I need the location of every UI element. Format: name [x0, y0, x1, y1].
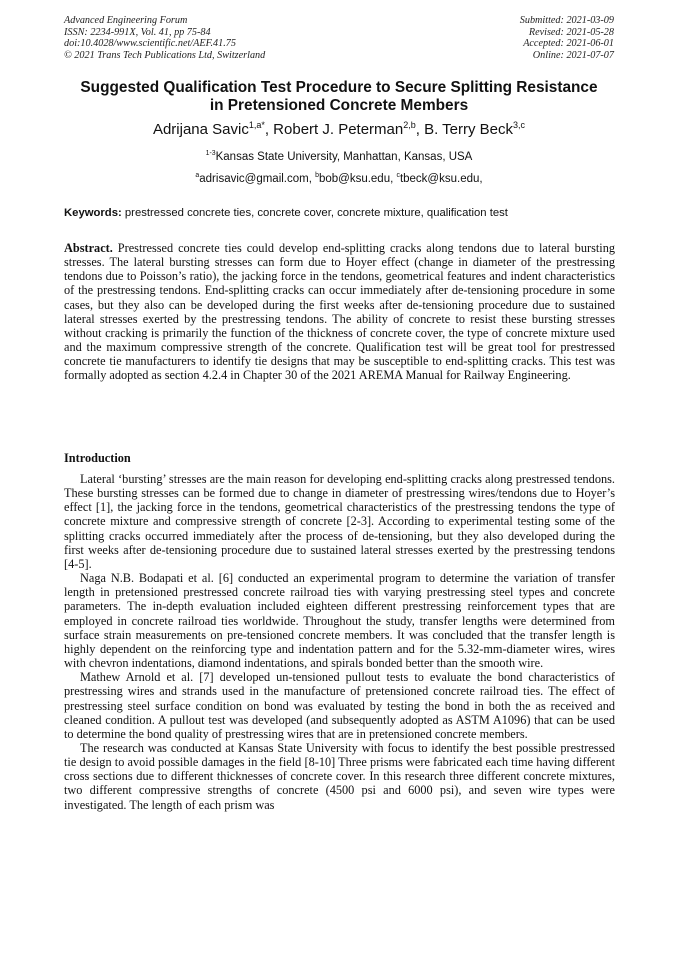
intro-paragraph-2: Naga N.B. Bodapati et al. [6] conducted an experimental program to determine the variation of transfer length in pretensioned prestressed concrete railroad ties with varying prestressing steel types and concrete parameters. The in-depth evaluation included eighteen different prestressing reinforcement types that are employed in concrete railroad ties worldwide. Throughout the study, transfer lengths were determined from surface strain measurements on pre-tensioned concrete members. It was concluded that the transfer length is highly dependent on the reinforcing type and indentation pattern and for the 5.32-mm-diameter wires, wires with chevron indentations, diamond indentations, and spirals bonded better than the smooth wire.: [64, 571, 615, 671]
paper-title: [40, 79, 638, 114]
keywords-text: prestressed concrete ties, concrete cover, concrete mixture, qualification test: [121, 207, 508, 219]
date-submitted: Submitted: 2021-03-09: [519, 15, 614, 26]
author-2: , Robert J. Peterman: [264, 121, 404, 138]
introduction-body: [64, 472, 615, 812]
author-list: [40, 121, 638, 139]
title-line-1: Suggested Qualification Test Procedure to Secure Splitting Resistance: [80, 79, 598, 96]
author-3: , B. Terry Beck: [415, 121, 514, 138]
affiliation-marker: 1-3: [205, 150, 216, 158]
abstract: [64, 241, 615, 383]
intro-paragraph-1: Lateral ‘bursting’ stresses are the main reason for developing end-splitting cracks along prestressed tendons. These bursting stresses can be formed due to change in diameter of prestressing wires/tendons due to Hoyer’s effect [1], the jacking force in the tendons, geometrical characteristics of the prestressing tendons the type of concrete mixture and compressive strength of concrete [2-3]. According to experimental testing some of the splitting cracks occurred immediately after the process of de-tensioning, but they also developed during the first weeks after de-tensioning procedure due to sustained lateral stresses exerted by the prestressing tendons [4-5].: [64, 472, 615, 571]
email-a[interactable]: adrisavic@gmail.com,: [199, 173, 316, 185]
date-accepted: Accepted: 2021-06-01: [523, 38, 614, 50]
title-line-2: in Pretensioned Concrete Members: [209, 96, 469, 114]
abstract-label: Abstract.: [64, 241, 113, 255]
email-c[interactable]: tbeck@ksu.edu,: [399, 173, 483, 185]
introduction-heading: Introduction: [64, 451, 131, 465]
email-a-marker: a: [195, 172, 200, 180]
intro-paragraph-4: The research was conducted at Kansas State University with focus to identify the best possible prestressed tie design to avoid possible damages in the field [8-10] Three prisms were fabricated each time having different cross sections due to different thicknesses of concrete cover. In this research three different concrete mixtures, two different compressive strengths of concrete (4500 psi and 6000 psi), and seven wire types were investigated. The length of each prism was: [64, 740, 615, 812]
intro-paragraph-3: Mathew Arnold et al. [7] developed un-tensioned pullout tests to evaluate the bond characteristics of prestressing wires and strands used in the manufacture of pretensioned concrete railroad ties. The effect of prestressing steel surface condition on bond was evaluated by testing the bond in both the as received and cleaned condition. A pullout test was developed (and subsequently adopted as ASTM A1096) that can be used to determine the bond quality of prestressing wires that are in pretensioned concrete members.: [64, 670, 615, 741]
date-online: Online: 2021-07-07: [532, 49, 614, 61]
journal-copyright: © 2021 Trans Tech Publications Ltd, Switzerland: [64, 49, 266, 61]
author-3-affil: 3,c: [513, 120, 526, 130]
affiliation-text: Kansas State University, Manhattan, Kansas, USA: [215, 151, 473, 163]
author-1: Adrijana Savic: [152, 121, 249, 138]
journal-info: [64, 15, 265, 61]
author-1-affil: 1,a*: [248, 120, 265, 130]
date-revised: Revised: 2021-05-28: [528, 26, 614, 38]
keywords: [64, 206, 616, 220]
email-b-marker: b: [315, 172, 319, 180]
journal-doi[interactable]: doi:10.4028/www.scientific.net/AEF.41.75: [64, 38, 236, 50]
affiliation: [40, 150, 638, 164]
keywords-label: Keywords:: [64, 207, 122, 219]
publication-dates: [520, 15, 614, 61]
abstract-text: Prestressed concrete ties could develop end-splitting cracks along tendons due to lateral bursting stresses. The lateral bursting stresses can form due to Hoyer effect (change in diameter of the prestressing tendons due to Poisson’s ratio), the jacking force in the tendons, geometrical features and indent characteristics of the prestressing tendons. End-splitting cracks can occur immediately after de-tensioning procedure in some cases, but they also can be developed during the first weeks after de-tensioning procedure due to sustained lateral stresses exerted by the prestressing tendons. The ability of concrete to resist these bursting stresses without cracking is primarily the function of the thickness of concrete cover, the type of concrete mixture used and the maximum compressive strength of the concrete. Qualification test will be great tool for prestressed concrete tie manufacturers to identify tie designs that may be susceptible to end-splitting cracks. This test was formally adopted as section 4.2.4 in Chapter 30 of the 2021 AREMA Manual for Railway Engineering.: [64, 241, 615, 383]
email-b[interactable]: bob@ksu.edu,: [318, 173, 397, 185]
author-emails: [40, 172, 638, 186]
author-2-affil: 2,b: [403, 120, 416, 130]
email-c-marker: c: [396, 172, 400, 180]
journal-name: Advanced Engineering Forum: [64, 15, 188, 26]
journal-issn: ISSN: 2234-991X, Vol. 41, pp 75-84: [64, 26, 211, 38]
